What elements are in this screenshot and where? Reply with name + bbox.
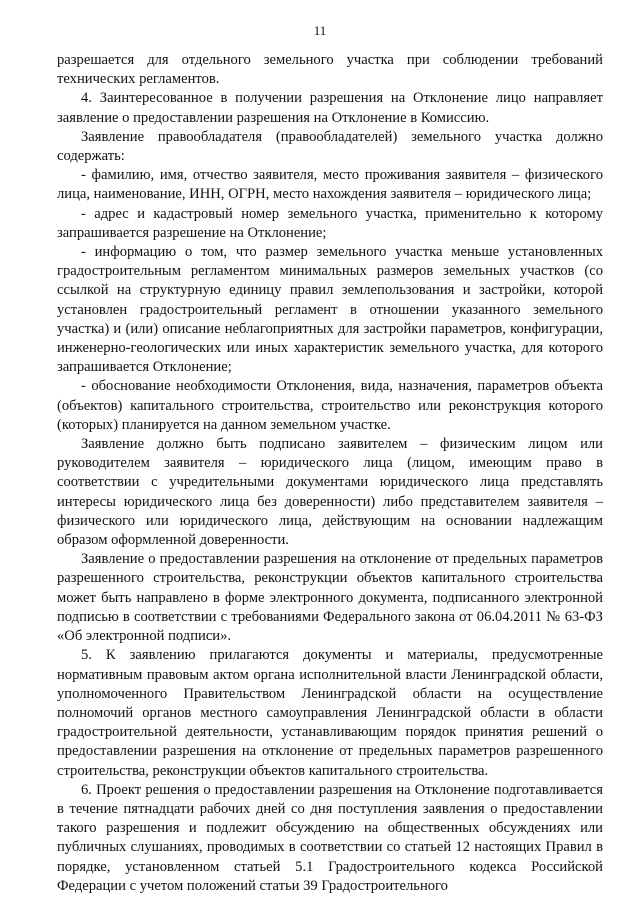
paragraph-item-5: 5. К заявлению прилагаются документы и материалы, предусмотренные нормативным правовым актом органа исполнительной власти Ленинградской области, уполномоченного Правительством Ленинградской области на осуществление полномочий органов местного самоуправления Ленинградской области в области градостроительной деятельности, устанавливающим порядок принятия решений о предоставлении разрешения на отклонение от предельных параметров разрешенного строительства, реконструкции объектов капитального строительства. xyxy=(57,647,603,779)
list-item-address-cadastral: - адрес и кадастровый номер земельного участка, применительно к которому запрашивается разрешение на Отклонение; xyxy=(57,205,603,241)
list-item-plot-size-info: - информацию о том, что размер земельного участка меньше установленных градостроительным регламентом минимальных размеров земельных участков (со ссылкой на структурную единицу правил землепользования и застройки, которой установлен градостроительный регламент в отношении указанного земельного участка) и (или) описание неблагоприятных для застройки параметров, конфигурации, инженерно-геологических или иных характеристик земельного участка, для которого запрашивается Отклонение; xyxy=(57,244,603,376)
list-item-justification: - обоснование необходимости Отклонения, вида, назначения, параметров объекта (объектов) капитального строительства, строительство или реконструкция которого (которых) планируется на данном земельном участке. xyxy=(57,378,603,433)
page-number: 11 xyxy=(313,23,327,38)
document-body xyxy=(57,51,603,896)
paragraph-item-4: 4. Заинтересованное в получении разрешения на Отклонение лицо направляет заявление о предоставлении разрешения на Отклонение в Комиссию. xyxy=(57,90,603,126)
paragraph-signature-requirement: Заявление должно быть подписано заявителем – физическим лицом или руководителем заявителя – юридического лица (лицом, имеющим право в соответствии с учредительными документами юридического лица представлять интересы юридического лица без доверенности) либо представителем заявителя – физического или юридического лица, действующим на основании надлежащим образом оформленной доверенности. xyxy=(57,436,603,549)
paragraph-application-contents: Заявление правообладателя (правообладателей) земельного участка должно содержать: xyxy=(57,128,603,165)
paragraph-item-6: 6. Проект решения о предоставлении разрешения на Отклонение подготавливается в течение пятнадцати рабочих дней со дня поступления заявления о предоставлении такого разрешения и подлежит обсуждению на общественных обсуждениях или публичных слушаниях, проводимых в соответствии со статьей 12 настоящих Правил в порядке, установленном статьей 5.1 Градостроительного кодекса Российской Федерации с учетом положений статьи 39 Градостроительного xyxy=(57,781,603,894)
paragraph-electronic-document: Заявление о предоставлении разрешения на отклонение от предельных параметров разрешенного строительства, реконструкции объектов капитального строительства может быть направлено в форме электронного документа, подписанного электронной подписью в соответствии с требованиями Федерального закона от 06.04.2011 № 63-ФЗ «Об электронной подписи». xyxy=(57,551,603,645)
list-item-applicant-name: - фамилию, имя, отчество заявителя, место проживания заявителя – физического лица, наименование, ИНН, ОГРН, место нахождения заявителя – юридического лица; xyxy=(57,167,603,203)
paragraph-continuation: разрешается для отдельного земельного участка при соблюдении требований технических регламентов. xyxy=(57,52,603,88)
